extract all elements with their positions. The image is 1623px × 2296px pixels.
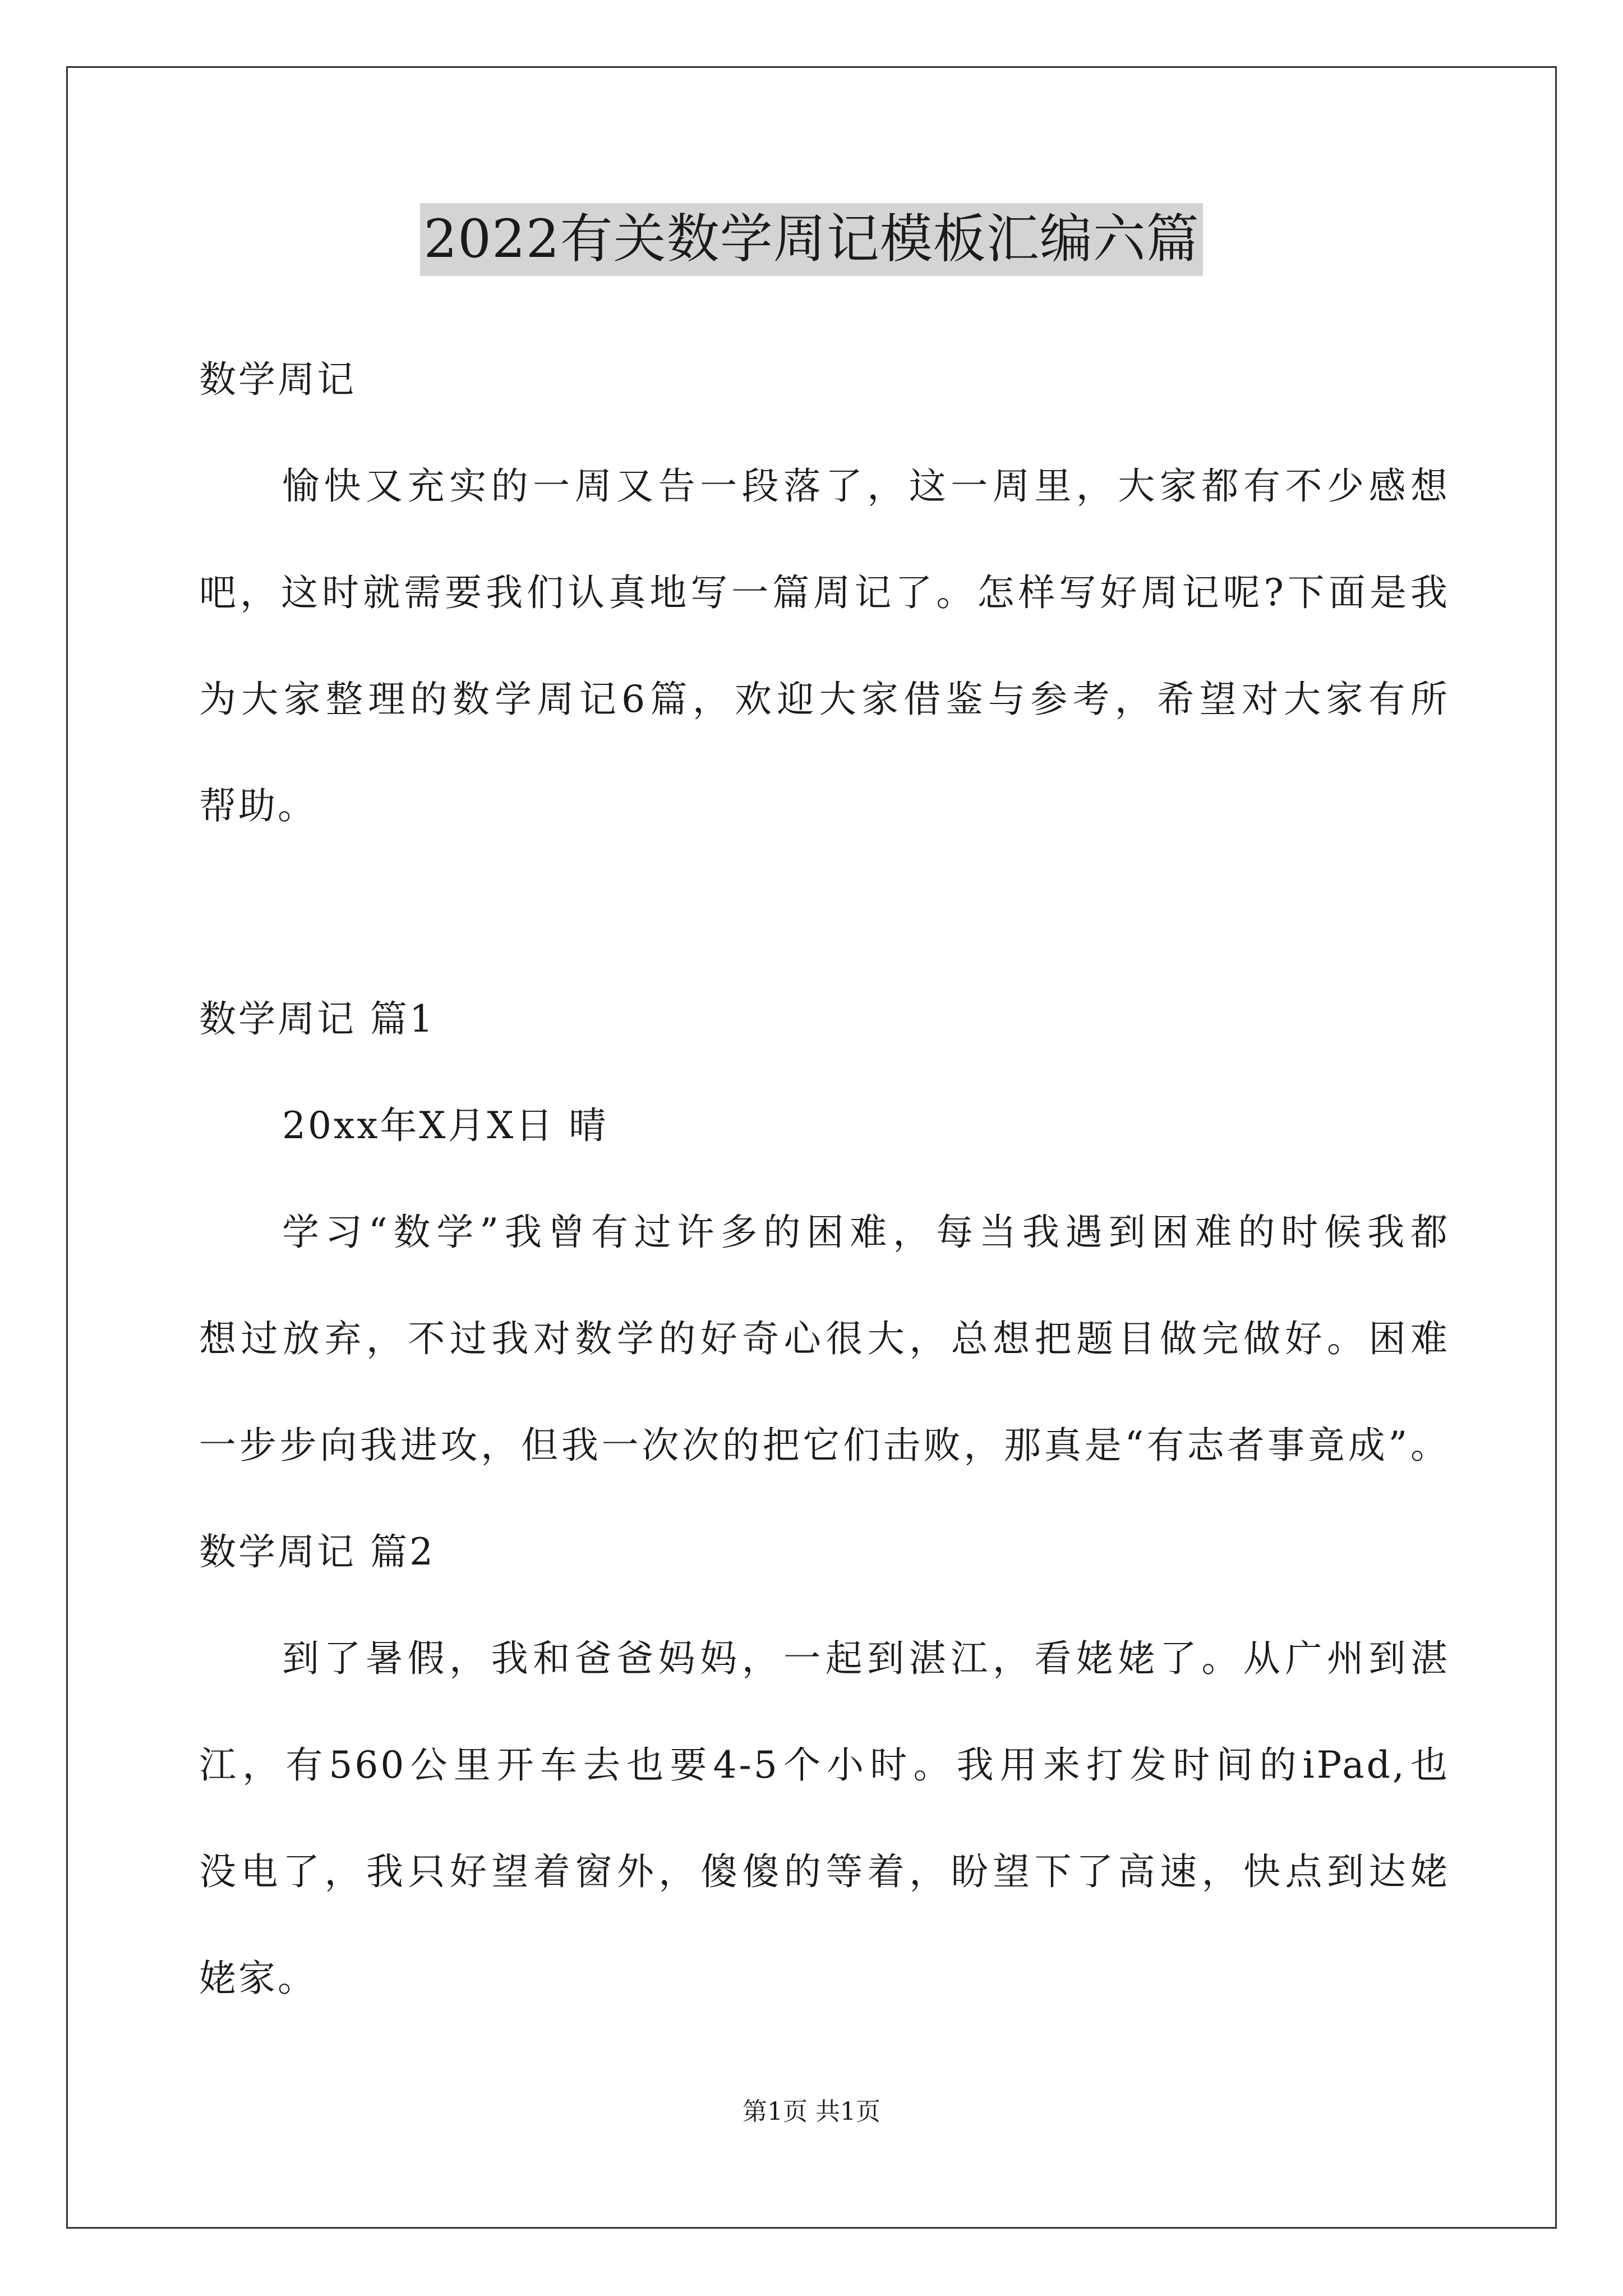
paragraph-line: 吧，这时就需要我们认真地写一篇周记了。怎样写好周记呢?下面是我: [199, 571, 1450, 614]
paragraph-line: 一步步向我进攻，但我一次次的把它们击败，那真是“有志者事竟成”。: [199, 1424, 1450, 1467]
paragraph-line: 江，有560公里开车去也要4-5个小时。我用来打发时间的iPad,也: [199, 1743, 1450, 1787]
paragraph-line: 到了暑假，我和爸爸妈妈，一起到湛江，看姥姥了。从广州到湛: [282, 1637, 1450, 1680]
paragraph-line: 愉快又充实的一周又告一段落了，这一周里，大家都有不少感想: [282, 464, 1450, 508]
intro-heading: 数学周记: [199, 358, 356, 401]
paragraph-line: 没电了，我只好望着窗外，傻傻的等着，盼望下了高速，快点到达姥: [199, 1850, 1450, 1893]
page-footer: 第1页 共1页: [743, 2097, 880, 2126]
document-title: 2022有关数学周记模板汇编六篇: [420, 203, 1202, 276]
paragraph-line: 为大家整理的数学周记6篇，欢迎大家借鉴与参考，希望对大家有所: [199, 678, 1450, 721]
paragraph-line: 学习“数学”我曾有过许多的困难，每当我遇到困难的时候我都: [282, 1211, 1450, 1254]
title-container: [0, 203, 1623, 276]
paragraph-line: 帮助。: [199, 784, 317, 827]
section-heading-1: 数学周记 篇1: [199, 997, 435, 1041]
paragraph-line: 姥家。: [199, 1957, 317, 2000]
date-line: 20xx年X月X日 晴: [282, 1104, 608, 1147]
section-heading-2: 数学周记 篇2: [199, 1530, 435, 1573]
paragraph-line: 想过放弃，不过我对数学的好奇心很大，总想把题目做完做好。困难: [199, 1317, 1450, 1360]
